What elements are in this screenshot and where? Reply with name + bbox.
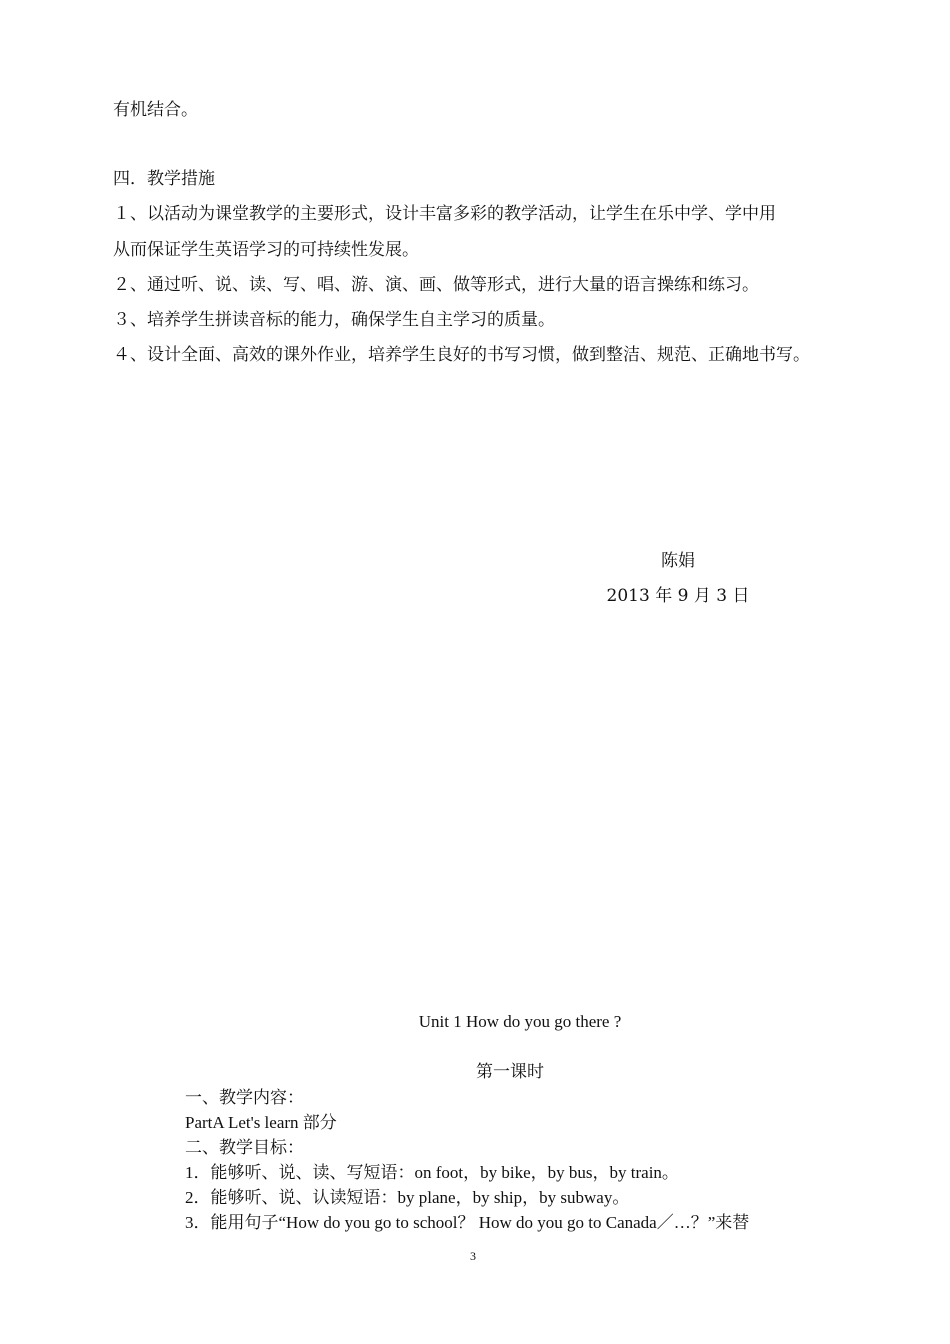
goal-line-3: 3．能用句子“How do you go to school？ How do you go to Canada／…？”来替: [185, 1213, 750, 1232]
content-heading: 一、教学内容：: [185, 1088, 304, 1108]
page-number: 3: [470, 1249, 476, 1263]
goal-line-2: 2．能够听、说、认读短语：by plane，by ship，by subway。: [185, 1188, 630, 1207]
measure-line-4: ４、设计全面、高效的课外作业，培养学生良好的书写习惯，做到整洁、规范、正确地书写。: [113, 345, 810, 365]
signature-name: 陈娟: [661, 551, 695, 571]
continuation-text: 有机结合。: [113, 100, 198, 120]
unit-title: Unit 1 How do you go there ?: [418, 1012, 622, 1031]
goals-heading: 二、教学目标：: [185, 1138, 304, 1158]
content-text: PartA Let's learn 部分: [185, 1113, 337, 1132]
goal-line-1: 1．能够听、说、读、写短语：on foot，by bike，by bus，by train。: [185, 1163, 679, 1182]
signature-date: 2013 年 9 月 3 日: [606, 586, 750, 606]
measure-line-1: １、以活动为课堂教学的主要形式，设计丰富多彩的教学活动，让学生在乐中学、学中用: [113, 204, 776, 224]
lesson-title: 第一课时: [476, 1062, 544, 1082]
measure-line-3: ３、培养学生拼读音标的能力，确保学生自主学习的质量。: [113, 310, 555, 330]
measure-line-2: ２、通过听、说、读、写、唱、游、演、画、做等形式，进行大量的语言操练和练习。: [113, 275, 759, 295]
measure-line-1-cont: 从而保证学生英语学习的可持续性发展。: [113, 240, 419, 260]
section-heading: 四．教学措施: [113, 169, 215, 189]
